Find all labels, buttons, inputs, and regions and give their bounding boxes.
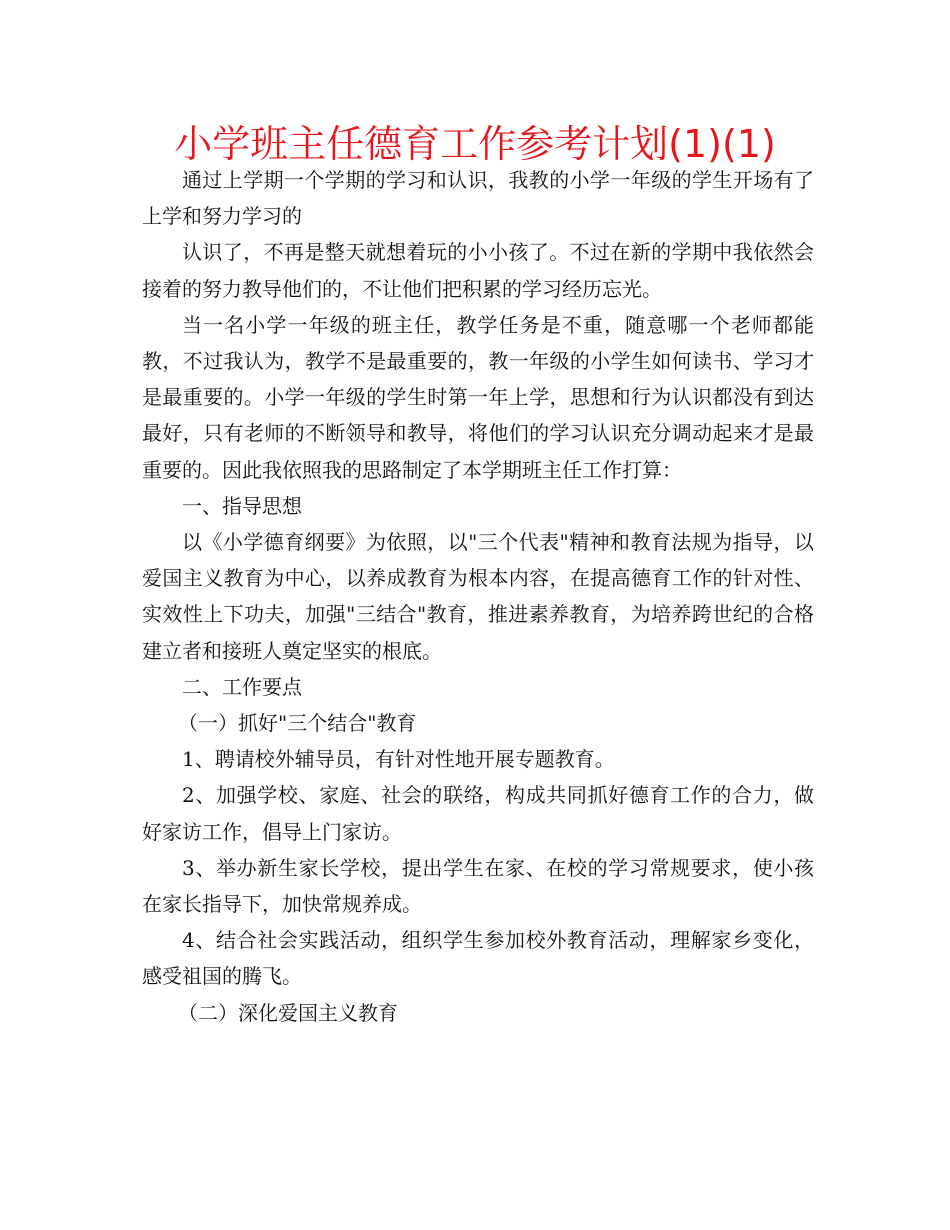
list-item: 3、举办新生家长学校，提出学生在家、在校的学习常规要求，使小孩在家长指导下，加快常规养成。	[142, 855, 814, 917]
section-heading: 一、指导思想	[182, 493, 302, 518]
subsection-heading: （二）深化爱国主义教育	[178, 1000, 398, 1025]
list-item: 2、加强学校、家庭、社会的联络，构成共同抓好德育工作的合力，做好家访工作，倡导上门家访。	[142, 783, 814, 844]
paragraph: 通过上学期一个学期的学习和认识，我教的小学一年级的学生开场有了上学和努力学习的	[142, 168, 814, 229]
list-item: 1、聘请校外辅导员，有针对性地开展专题教育。	[182, 747, 615, 772]
list-item: 4、结合社会实践活动，组织学生参加校外教育活动，理解家乡变化，感受祖国的腾飞。	[142, 928, 814, 989]
document-title: 小学班主任德育工作参考计划(1)(1)	[174, 122, 776, 166]
section-heading: 二、工作要点	[182, 674, 302, 699]
paragraph: 当一名小学一年级的班主任，教学任务是不重，随意哪一个老师都能教，不过我认为，教学不是最重要的，教一年级的小学生如何读书、学习才是最重要的。小学一年级的学生时第一年上学，思想和行为认识都没有到达最好，只有老师的不断领导和教导，将他们的学习认识充分调动起来才是最重要的。因此我依照我的思路制定了本学期班主任工作打算：	[142, 312, 814, 482]
document-body	[142, 162, 814, 1031]
subsection-heading: （一）抓好"三个结合"教育	[178, 711, 417, 736]
paragraph: 认识了，不再是整天就想着玩的小小孩了。不过在新的学期中我依然会接着的努力教导他们的，不让他们把积累的学习经历忘光。	[142, 240, 814, 301]
paragraph: 以《小学德育纲要》为依照，以"三个代表"精神和教育法规为指导，以爱国主义教育为中心，以养成教育为根本内容，在提高德育工作的针对性、实效性上下功夫，加强"三结合"教育，推进素养教育，为培养跨世纪的合格建立者和接班人奠定坚实的根底。	[142, 530, 814, 663]
